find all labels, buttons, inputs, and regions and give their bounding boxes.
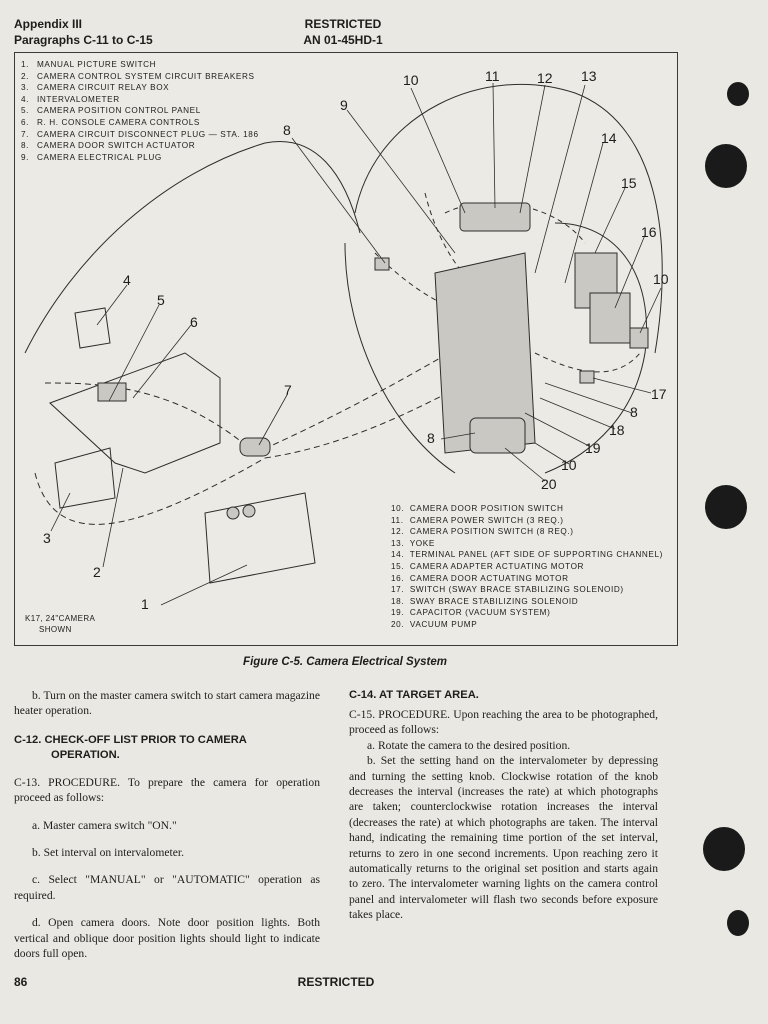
callout-2: 2 [93, 564, 101, 580]
sway-switch-shape [580, 371, 594, 383]
figure-c5 [14, 52, 678, 646]
page-header-left [14, 16, 153, 48]
legend-item: 6. R. H. CONSOLE CAMERA CONTROLS [21, 117, 200, 127]
adapter-motor-shape [590, 293, 630, 343]
binder-hole [703, 827, 745, 871]
legend-item: 18. SWAY BRACE STABILIZING SOLENOID [391, 596, 579, 606]
paragraph-c15: C-15. PROCEDURE. Upon reaching the area to be photographed, proceed as follows: [349, 708, 658, 737]
callout-12: 12 [537, 70, 553, 86]
paragraph-b-setting-hand: b. Set the setting hand on the intervalometer by depressing and turning the setting knob. Clockwise rotation of the knob decreases the interval (increases the rate) at which photographs are taken; counterclockwise rotation increases the interval (decreases the rate) at which photographs are taken. The interval hand, indicating the remaining time portion of the set interval, returns to zero in one second increments. Upon reaching zero it automatically returns to the original set position and starts again to zero. The intervalometer warning lights on the camera control panel and intervalometer will flash two seconds before exposure takes place. [349, 754, 658, 922]
callout-8-top: 8 [283, 122, 291, 138]
callout-6: 6 [190, 314, 198, 330]
figure-caption: Figure C-5. Camera Electrical System [243, 656, 447, 668]
door-switch-right-shape [630, 328, 648, 348]
binder-hole [727, 910, 749, 936]
callout-11: 11 [485, 68, 500, 84]
callout-7: 7 [284, 382, 292, 398]
callout-19: 19 [585, 440, 601, 456]
callout-10-top: 10 [403, 72, 419, 88]
callout-8-right: 8 [630, 404, 638, 420]
right-column [349, 688, 658, 923]
callout-3: 3 [43, 530, 51, 546]
rh-console-shape [205, 493, 315, 583]
appendix-label: Appendix III [14, 17, 83, 31]
binder-hole [727, 82, 749, 106]
page-header-center [268, 16, 418, 48]
rh-console-knob-1 [227, 507, 239, 519]
legend-item: 5. CAMERA POSITION CONTROL PANEL [21, 106, 201, 116]
paragraph-a-master: a. Master camera switch "ON." [32, 818, 177, 832]
callout-4: 4 [123, 272, 131, 288]
callout-13: 13 [581, 68, 597, 84]
legend-item: 12. CAMERA POSITION SWITCH (8 REQ.) [391, 527, 574, 537]
intervalometer-shape [75, 308, 110, 348]
vacuum-pump-shape [470, 418, 525, 453]
callout-18: 18 [609, 422, 625, 438]
callout-9: 9 [340, 97, 348, 113]
legend-item: 3. CAMERA CIRCUIT RELAY BOX [21, 83, 170, 93]
callout-5: 5 [157, 292, 165, 308]
classification-label: RESTRICTED [304, 17, 382, 31]
callout-17: 17 [651, 386, 667, 402]
electrical-plug-shape [375, 258, 389, 270]
callout-15: 15 [621, 175, 637, 191]
legend-item: 10. CAMERA DOOR POSITION SWITCH [391, 504, 564, 513]
callout-10-right: 10 [653, 271, 669, 287]
paragraph-c13: C-13. PROCEDURE. To prepare the camera for operation proceed as follows: [14, 775, 320, 805]
left-column [14, 688, 320, 961]
legend-item: 16. CAMERA DOOR ACTUATING MOTOR [391, 573, 569, 583]
heading-c14: C-14. AT TARGET AREA. [349, 689, 479, 701]
camera-shown-note: K17, 24"CAMERA SHOWN [25, 614, 96, 634]
legend-item: 17. SWITCH (SWAY BRACE STABILIZING SOLENOID) [391, 585, 624, 595]
legend-item: 9. CAMERA ELECTRICAL PLUG [21, 152, 162, 162]
heading-c12: C-12. CHECK-OFF LIST PRIOR TO CAMERA OPERATION. [14, 733, 247, 761]
disconnect-plug-shape [240, 438, 270, 456]
legend-item: 20. VACUUM PUMP [391, 619, 478, 629]
paragraph-b-master-switch: b. Turn on the master camera switch to start camera magazine heater operation. [14, 689, 320, 718]
legend-item: 15. CAMERA ADAPTER ACTUATING MOTOR [391, 561, 585, 571]
position-panel-shape [98, 383, 126, 401]
legend-item: 11. CAMERA POWER SWITCH (3 REQ.) [391, 515, 564, 525]
callout-20: 20 [541, 476, 557, 492]
callout-1: 1 [141, 596, 149, 612]
legend-item: 1. MANUAL PICTURE SWITCH [21, 60, 157, 69]
document-number: AN 01-45HD-1 [303, 33, 383, 47]
paragraphs-label: Paragraphs C-11 to C-15 [14, 33, 153, 47]
legend-item: 13. YOKE [391, 538, 435, 548]
legend-item: 14. TERMINAL PANEL (AFT SIDE OF SUPPORTING CHANNEL) [391, 550, 663, 560]
console-box [50, 353, 220, 473]
legend-item: 2. CAMERA CONTROL SYSTEM CIRCUIT BREAKERS [21, 71, 255, 81]
legend-item: 7. CAMERA CIRCUIT DISCONNECT PLUG — STA. 186 [21, 129, 259, 139]
cable-run-8 [535, 353, 640, 372]
legend-top [21, 59, 259, 163]
legend-item: 4. INTERVALOMETER [21, 94, 120, 104]
legend-bottom [391, 503, 663, 631]
binder-hole [705, 485, 747, 529]
callout-14: 14 [601, 130, 617, 146]
callout-8-lower: 8 [427, 430, 435, 446]
rh-console-knob-2 [243, 505, 255, 517]
binder-hole [705, 144, 747, 188]
callout-10-lower: 10 [561, 457, 577, 473]
paragraph-a-rotate: a. Rotate the camera to the desired position. [367, 738, 571, 752]
paragraph-b-interval: b. Set interval on intervalometer. [32, 846, 184, 860]
paragraph-d-doors: d. Open camera doors. Note door position lights. Both vertical and oblique door position lights should light to indicate doors full open. [14, 916, 320, 961]
paragraph-c-select: c. Select "MANUAL" or "AUTOMATIC" operation as required. [14, 873, 320, 902]
relay-box-shape [55, 448, 115, 508]
page-number: 86 [14, 975, 28, 989]
legend-item: 19. CAPACITOR (VACUUM SYSTEM) [391, 608, 551, 618]
footer-classification: RESTRICTED [297, 975, 375, 989]
legend-item: 8. CAMERA DOOR SWITCH ACTUATOR [21, 141, 196, 151]
callout-16: 16 [641, 224, 657, 240]
